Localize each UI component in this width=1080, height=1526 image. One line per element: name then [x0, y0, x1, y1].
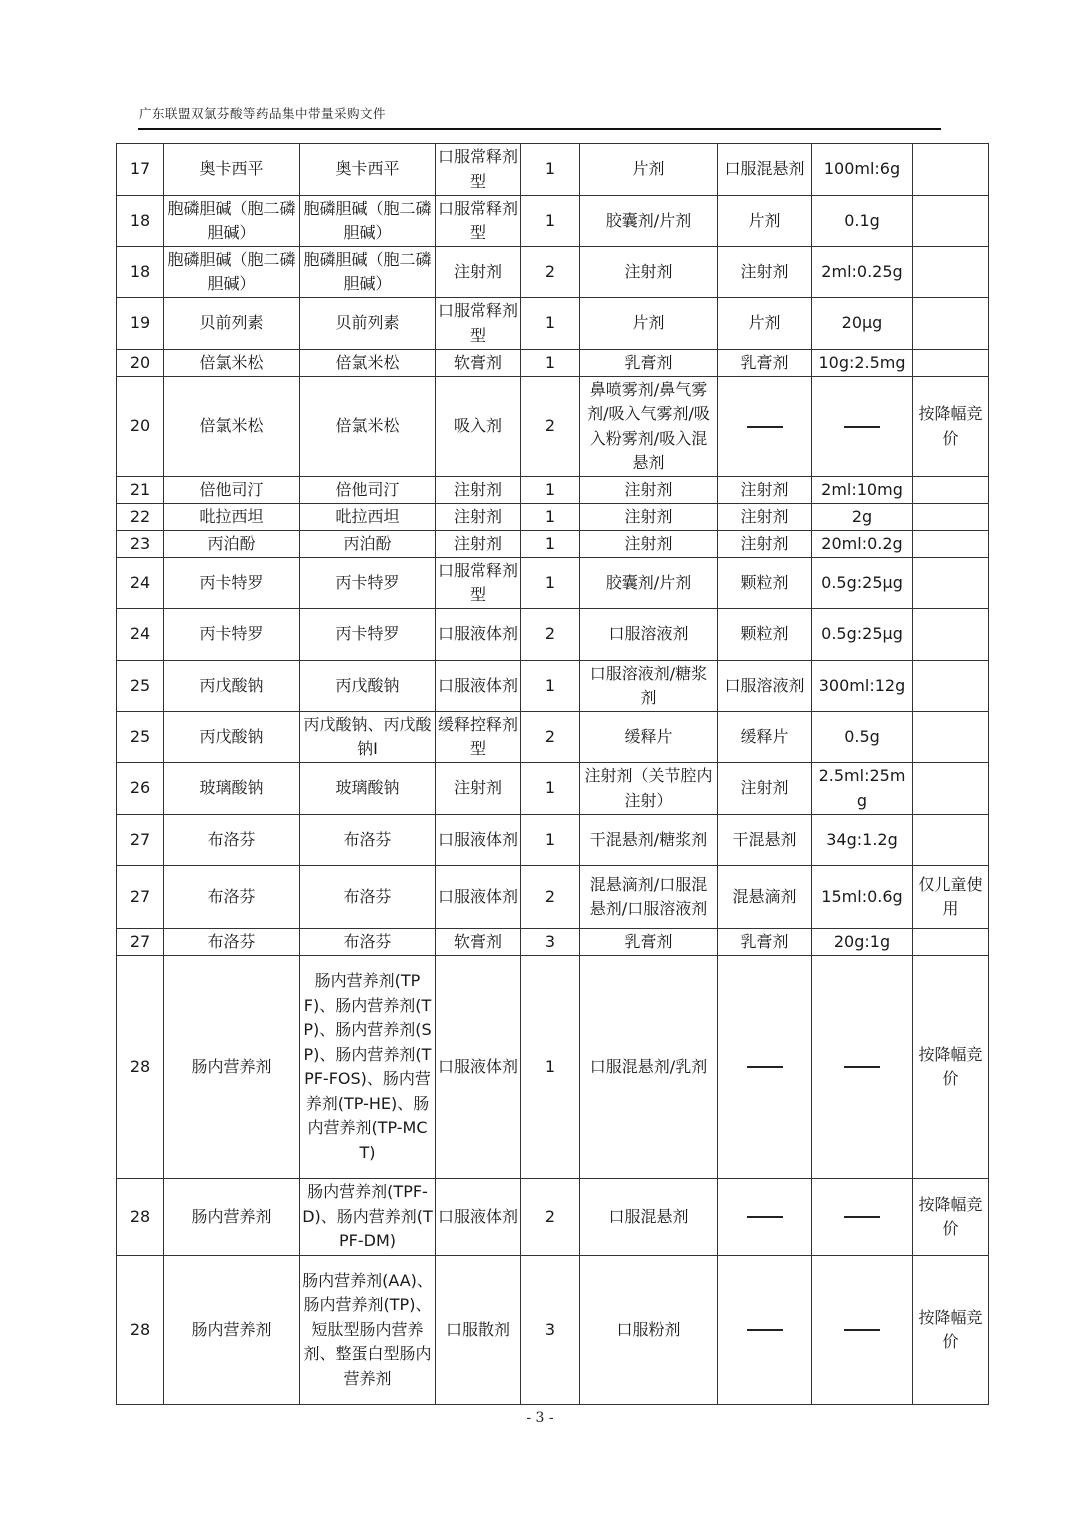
cell-variety: 布洛芬: [300, 815, 436, 866]
cell-representative-form: 乳膏剂: [718, 929, 812, 956]
cell-dosage-form: 注射剂: [580, 247, 718, 298]
cell-representative-spec: [812, 956, 913, 1179]
cell-drug-name: 布洛芬: [164, 866, 300, 929]
cell-representative-form: 注射剂: [718, 477, 812, 504]
cell-dosage-form: 片剂: [580, 298, 718, 350]
cell-representative-form: 缓释片: [718, 712, 812, 763]
cell-variety: 玻璃酸钠: [300, 763, 436, 815]
table-row: [117, 929, 989, 956]
cell-dosage-category: 口服液体剂: [436, 956, 521, 1179]
cell-number: 28: [117, 956, 164, 1179]
cell-dosage-form: 片剂: [580, 144, 718, 196]
dash-placeholder: [747, 426, 783, 428]
cell-dosage-form: 乳膏剂: [580, 929, 718, 956]
cell-representative-spec: 0.5g:25μg: [812, 609, 913, 661]
cell-variety: 丙卡特罗: [300, 558, 436, 609]
cell-representative-form: 混悬滴剂: [718, 866, 812, 929]
cell-drug-name: 丙卡特罗: [164, 609, 300, 661]
cell-note: [913, 609, 989, 661]
cell-number: 25: [117, 661, 164, 712]
cell-note: 按降幅竞价: [913, 1256, 989, 1405]
cell-number: 18: [117, 196, 164, 247]
cell-drug-name: 丙泊酚: [164, 531, 300, 558]
cell-number: 17: [117, 144, 164, 196]
cell-group: 1: [521, 661, 580, 712]
cell-representative-spec: 2g: [812, 504, 913, 531]
cell-variety: 肠内营养剂(TPF-D)、肠内营养剂(TPF-DM): [300, 1179, 436, 1256]
cell-representative-spec: 300ml:12g: [812, 661, 913, 712]
cell-number: 22: [117, 504, 164, 531]
cell-representative-form: [718, 1256, 812, 1405]
cell-note: [913, 350, 989, 377]
cell-dosage-form: 注射剂: [580, 531, 718, 558]
dash-placeholder: [747, 1066, 783, 1068]
cell-variety: 丙戊酸钠: [300, 661, 436, 712]
table-row: [117, 196, 989, 247]
cell-representative-spec: 0.5g: [812, 712, 913, 763]
cell-group: 1: [521, 531, 580, 558]
cell-note: 按降幅竞价: [913, 1179, 989, 1256]
cell-variety: 丙戊酸钠、丙戊酸钠Ⅰ: [300, 712, 436, 763]
cell-drug-name: 胞磷胆碱（胞二磷胆碱）: [164, 196, 300, 247]
cell-number: 24: [117, 558, 164, 609]
cell-representative-spec: 20g:1g: [812, 929, 913, 956]
cell-number: 27: [117, 866, 164, 929]
cell-representative-form: 乳膏剂: [718, 350, 812, 377]
table-row: [117, 712, 989, 763]
dash-placeholder: [844, 426, 880, 428]
cell-dosage-form: 注射剂: [580, 477, 718, 504]
cell-group: 3: [521, 929, 580, 956]
table-row: [117, 144, 989, 196]
cell-representative-spec: 2ml:0.25g: [812, 247, 913, 298]
cell-dosage-form: 胶囊剂/片剂: [580, 558, 718, 609]
dash-placeholder: [844, 1216, 880, 1218]
cell-group: 1: [521, 196, 580, 247]
cell-dosage-category: 口服液体剂: [436, 609, 521, 661]
cell-group: 1: [521, 763, 580, 815]
cell-drug-name: 玻璃酸钠: [164, 763, 300, 815]
cell-note: [913, 477, 989, 504]
cell-group: 2: [521, 609, 580, 661]
cell-representative-spec: 20μg: [812, 298, 913, 350]
table-row: [117, 350, 989, 377]
cell-variety: 倍氯米松: [300, 350, 436, 377]
cell-dosage-category: 注射剂: [436, 247, 521, 298]
cell-variety: 肠内营养剂(TPF)、肠内营养剂(TP)、肠内营养剂(SP)、肠内营养剂(TPF-FOS)、肠内营养剂(TP-HE)、肠内营养剂(TP-MCT): [300, 956, 436, 1179]
cell-variety: 丙卡特罗: [300, 609, 436, 661]
cell-dosage-category: 口服液体剂: [436, 866, 521, 929]
cell-representative-spec: 34g:1.2g: [812, 815, 913, 866]
cell-group: 3: [521, 1256, 580, 1405]
cell-group: 1: [521, 504, 580, 531]
cell-number: 27: [117, 929, 164, 956]
cell-variety: 丙泊酚: [300, 531, 436, 558]
cell-drug-name: 倍他司汀: [164, 477, 300, 504]
cell-representative-spec: 100ml:6g: [812, 144, 913, 196]
cell-drug-name: 肠内营养剂: [164, 1179, 300, 1256]
cell-note: [913, 504, 989, 531]
cell-representative-form: 干混悬剂: [718, 815, 812, 866]
cell-dosage-category: 注射剂: [436, 504, 521, 531]
cell-representative-spec: [812, 377, 913, 477]
cell-dosage-category: 口服液体剂: [436, 661, 521, 712]
cell-variety: 布洛芬: [300, 866, 436, 929]
cell-dosage-category: 口服常释剂型: [436, 144, 521, 196]
cell-dosage-category: 口服散剂: [436, 1256, 521, 1405]
cell-group: 1: [521, 815, 580, 866]
cell-dosage-category: 软膏剂: [436, 929, 521, 956]
cell-dosage-category: 口服常释剂型: [436, 196, 521, 247]
cell-representative-spec: 10g:2.5mg: [812, 350, 913, 377]
cell-drug-name: 倍氯米松: [164, 377, 300, 477]
table-row: [117, 866, 989, 929]
cell-dosage-form: 口服混悬剂: [580, 1179, 718, 1256]
cell-representative-spec: 2.5ml:25mg: [812, 763, 913, 815]
cell-representative-form: 口服混悬剂: [718, 144, 812, 196]
cell-note: [913, 196, 989, 247]
cell-variety: 胞磷胆碱（胞二磷胆碱）: [300, 247, 436, 298]
cell-number: 27: [117, 815, 164, 866]
cell-note: [913, 144, 989, 196]
table-row: [117, 815, 989, 866]
cell-number: 20: [117, 350, 164, 377]
cell-representative-form: 颗粒剂: [718, 609, 812, 661]
cell-variety: 布洛芬: [300, 929, 436, 956]
table-row: [117, 661, 989, 712]
cell-note: [913, 247, 989, 298]
cell-dosage-form: 注射剂: [580, 504, 718, 531]
cell-dosage-form: 鼻喷雾剂/鼻气雾剂/吸入气雾剂/吸入粉雾剂/吸入混悬剂: [580, 377, 718, 477]
cell-dosage-form: 注射剂（关节腔内注射）: [580, 763, 718, 815]
cell-representative-form: 注射剂: [718, 247, 812, 298]
cell-dosage-category: 注射剂: [436, 477, 521, 504]
cell-dosage-category: 软膏剂: [436, 350, 521, 377]
table-row: [117, 477, 989, 504]
document-header-title: 广东联盟双氯芬酸等药品集中带量采购文件: [139, 106, 387, 121]
cell-group: 2: [521, 866, 580, 929]
cell-number: 26: [117, 763, 164, 815]
cell-representative-spec: 20ml:0.2g: [812, 531, 913, 558]
table-row: [117, 1256, 989, 1405]
cell-drug-name: 贝前列素: [164, 298, 300, 350]
cell-representative-form: [718, 1179, 812, 1256]
dash-placeholder: [844, 1329, 880, 1331]
table-row: [117, 1179, 989, 1256]
cell-note: 按降幅竞价: [913, 377, 989, 477]
cell-number: 19: [117, 298, 164, 350]
cell-note: 仅儿童使用: [913, 866, 989, 929]
cell-note: [913, 661, 989, 712]
cell-note: [913, 712, 989, 763]
cell-variety: 肠内营养剂(AA)、肠内营养剂(TP)、短肽型肠内营养剂、整蛋白型肠内营养剂: [300, 1256, 436, 1405]
cell-representative-form: 口服溶液剂: [718, 661, 812, 712]
cell-number: 28: [117, 1179, 164, 1256]
cell-drug-name: 胞磷胆碱（胞二磷胆碱）: [164, 247, 300, 298]
cell-variety: 吡拉西坦: [300, 504, 436, 531]
dash-placeholder: [747, 1216, 783, 1218]
cell-representative-spec: [812, 1256, 913, 1405]
cell-representative-spec: 0.1g: [812, 196, 913, 247]
drug-procurement-table: [116, 143, 989, 1405]
cell-group: 1: [521, 558, 580, 609]
cell-drug-name: 布洛芬: [164, 929, 300, 956]
cell-representative-form: 片剂: [718, 298, 812, 350]
cell-dosage-category: 缓释控释剂型: [436, 712, 521, 763]
cell-group: 1: [521, 144, 580, 196]
cell-group: 1: [521, 956, 580, 1179]
cell-variety: 胞磷胆碱（胞二磷胆碱）: [300, 196, 436, 247]
table-row: [117, 558, 989, 609]
table-row: [117, 298, 989, 350]
cell-representative-spec: 2ml:10mg: [812, 477, 913, 504]
cell-dosage-form: 口服粉剂: [580, 1256, 718, 1405]
cell-dosage-category: 注射剂: [436, 763, 521, 815]
cell-group: 2: [521, 1179, 580, 1256]
table-row: [117, 763, 989, 815]
cell-number: 23: [117, 531, 164, 558]
cell-representative-spec: [812, 1179, 913, 1256]
cell-note: [913, 531, 989, 558]
table-row: [117, 531, 989, 558]
header-rule-divider: [138, 128, 941, 130]
cell-drug-name: 丙戊酸钠: [164, 661, 300, 712]
cell-drug-name: 丙戊酸钠: [164, 712, 300, 763]
cell-dosage-form: 干混悬剂/糖浆剂: [580, 815, 718, 866]
cell-variety: 倍他司汀: [300, 477, 436, 504]
cell-note: [913, 298, 989, 350]
cell-number: 25: [117, 712, 164, 763]
cell-number: 24: [117, 609, 164, 661]
cell-variety: 奥卡西平: [300, 144, 436, 196]
cell-group: 2: [521, 247, 580, 298]
cell-note: [913, 815, 989, 866]
cell-variety: 倍氯米松: [300, 377, 436, 477]
dash-placeholder: [844, 1066, 880, 1068]
cell-group: 1: [521, 298, 580, 350]
cell-drug-name: 肠内营养剂: [164, 1256, 300, 1405]
cell-dosage-form: 口服混悬剂/乳剂: [580, 956, 718, 1179]
cell-representative-spec: 0.5g:25μg: [812, 558, 913, 609]
cell-note: [913, 929, 989, 956]
cell-dosage-form: 混悬滴剂/口服混悬剂/口服溶液剂: [580, 866, 718, 929]
dash-placeholder: [747, 1329, 783, 1331]
cell-representative-form: 片剂: [718, 196, 812, 247]
cell-drug-name: 肠内营养剂: [164, 956, 300, 1179]
cell-drug-name: 布洛芬: [164, 815, 300, 866]
cell-representative-form: [718, 956, 812, 1179]
cell-representative-form: 注射剂: [718, 531, 812, 558]
table-row: [117, 504, 989, 531]
cell-number: 18: [117, 247, 164, 298]
cell-variety: 贝前列素: [300, 298, 436, 350]
cell-dosage-category: 口服常释剂型: [436, 558, 521, 609]
cell-group: 2: [521, 377, 580, 477]
cell-dosage-form: 胶囊剂/片剂: [580, 196, 718, 247]
cell-note: [913, 763, 989, 815]
cell-number: 21: [117, 477, 164, 504]
cell-drug-name: 吡拉西坦: [164, 504, 300, 531]
cell-dosage-form: 乳膏剂: [580, 350, 718, 377]
table-row: [117, 956, 989, 1179]
cell-group: 1: [521, 477, 580, 504]
cell-drug-name: 倍氯米松: [164, 350, 300, 377]
cell-dosage-category: 口服液体剂: [436, 815, 521, 866]
cell-group: 1: [521, 350, 580, 377]
cell-dosage-form: 缓释片: [580, 712, 718, 763]
cell-dosage-form: 口服溶液剂: [580, 609, 718, 661]
cell-note: [913, 558, 989, 609]
page-number: - 3 -: [526, 1410, 554, 1426]
table-row: [117, 609, 989, 661]
cell-number: 20: [117, 377, 164, 477]
table-row: [117, 377, 989, 477]
cell-representative-form: [718, 377, 812, 477]
cell-dosage-category: 注射剂: [436, 531, 521, 558]
cell-representative-form: 注射剂: [718, 504, 812, 531]
cell-dosage-category: 吸入剂: [436, 377, 521, 477]
cell-representative-form: 注射剂: [718, 763, 812, 815]
cell-representative-form: 颗粒剂: [718, 558, 812, 609]
cell-drug-name: 丙卡特罗: [164, 558, 300, 609]
cell-dosage-form: 口服溶液剂/糖浆剂: [580, 661, 718, 712]
cell-group: 2: [521, 712, 580, 763]
cell-drug-name: 奥卡西平: [164, 144, 300, 196]
cell-dosage-category: 口服液体剂: [436, 1179, 521, 1256]
cell-representative-spec: 15ml:0.6g: [812, 866, 913, 929]
table-row: [117, 247, 989, 298]
cell-number: 28: [117, 1256, 164, 1405]
cell-dosage-category: 口服常释剂型: [436, 298, 521, 350]
cell-note: 按降幅竞价: [913, 956, 989, 1179]
